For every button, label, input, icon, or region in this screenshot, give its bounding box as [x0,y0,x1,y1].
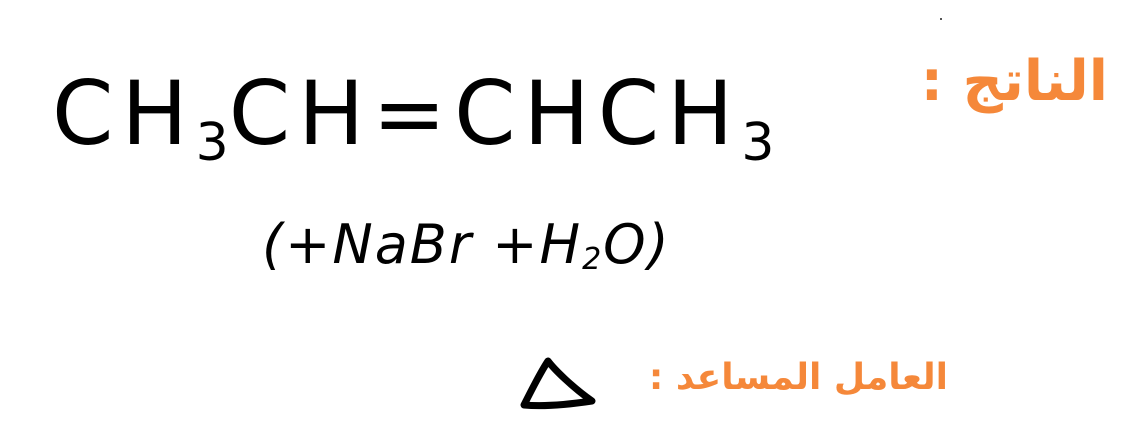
formula-part-2: CH=CHCH [228,62,742,165]
heat-delta-icon [516,355,598,413]
byproducts-formula [262,213,671,277]
formula-part-1: CH [52,62,196,165]
catalyst-label: العامل المساعد : [648,357,948,398]
stray-dot [940,18,942,20]
byproducts-subscript: 2 [582,242,604,277]
product-label: الناتج : [920,49,1108,114]
byproducts-part-2: O) [603,213,671,276]
product-formula [52,62,775,173]
formula-subscript-2: 3 [741,113,775,173]
formula-subscript-1: 3 [195,113,229,173]
byproducts-part-1: (+NaBr +H [262,213,583,276]
